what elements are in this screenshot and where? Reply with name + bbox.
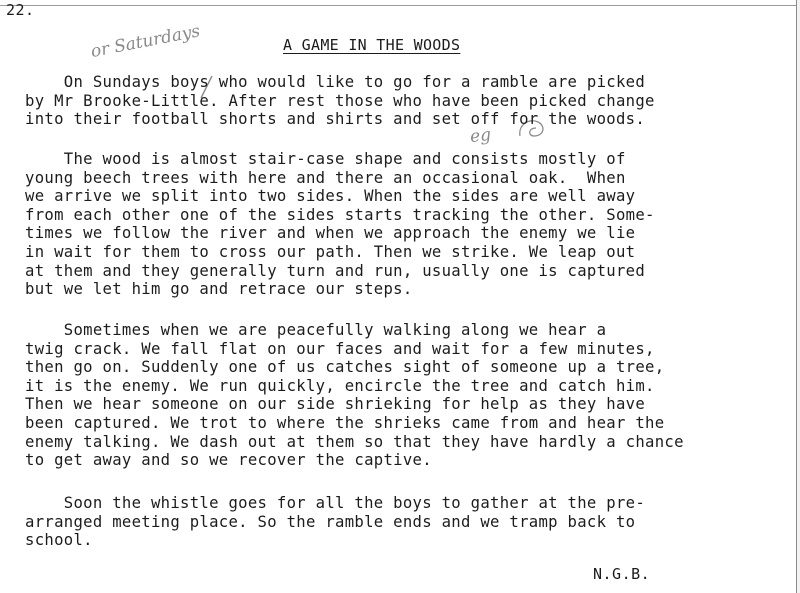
body-paragraph: Soon the whistle goes for all the boys to gather at the pre- arranged meeting place. So the ramble ends and we tramp back to school. <box>25 494 646 550</box>
body-paragraph: The wood is almost stair-case shape and consists mostly of young beech trees with here and there an occasional oak. When we arrive we split into two sides. When the sides are well away from each other one of the sides starts tracking the other. Some- times we follow the river and when we approach the enemy we lie in wait for them to cross our path. Then we strike. We leap out at them and they generally turn and run, usually one is captured but we let him go and retrace our steps. <box>25 150 655 299</box>
body-paragraph: On Sundays boys who would like to go for a ramble are picked by Mr Brooke-Little. After rest those who have been picked change into their football shorts and shirts and set off for the woods. <box>25 73 655 129</box>
author-initials: N.G.B. <box>593 565 651 583</box>
page-title: A GAME IN THE WOODS <box>283 36 461 54</box>
page-edge <box>796 0 800 593</box>
handwritten-annotation: eg <box>469 124 492 148</box>
page-number: 22. <box>6 1 35 19</box>
page-top-rule <box>0 5 796 6</box>
body-paragraph: Sometimes when we are peacefully walking along we hear a twig crack. We fall flat on our faces and wait for a few minutes, then go on. Suddenly one of us catches sight of someone up a tree, it is the enemy. We run quickly, encircle the tree and catch him. Then we hear someone on our side shrieking for help as they have been captured. We trot to where the shrieks came from and hear the enemy talking. We dash out at them so that they have hardly a chance to get away and so we recover the captive. <box>25 321 684 470</box>
handwritten-annotation: or Saturdays <box>89 21 202 62</box>
